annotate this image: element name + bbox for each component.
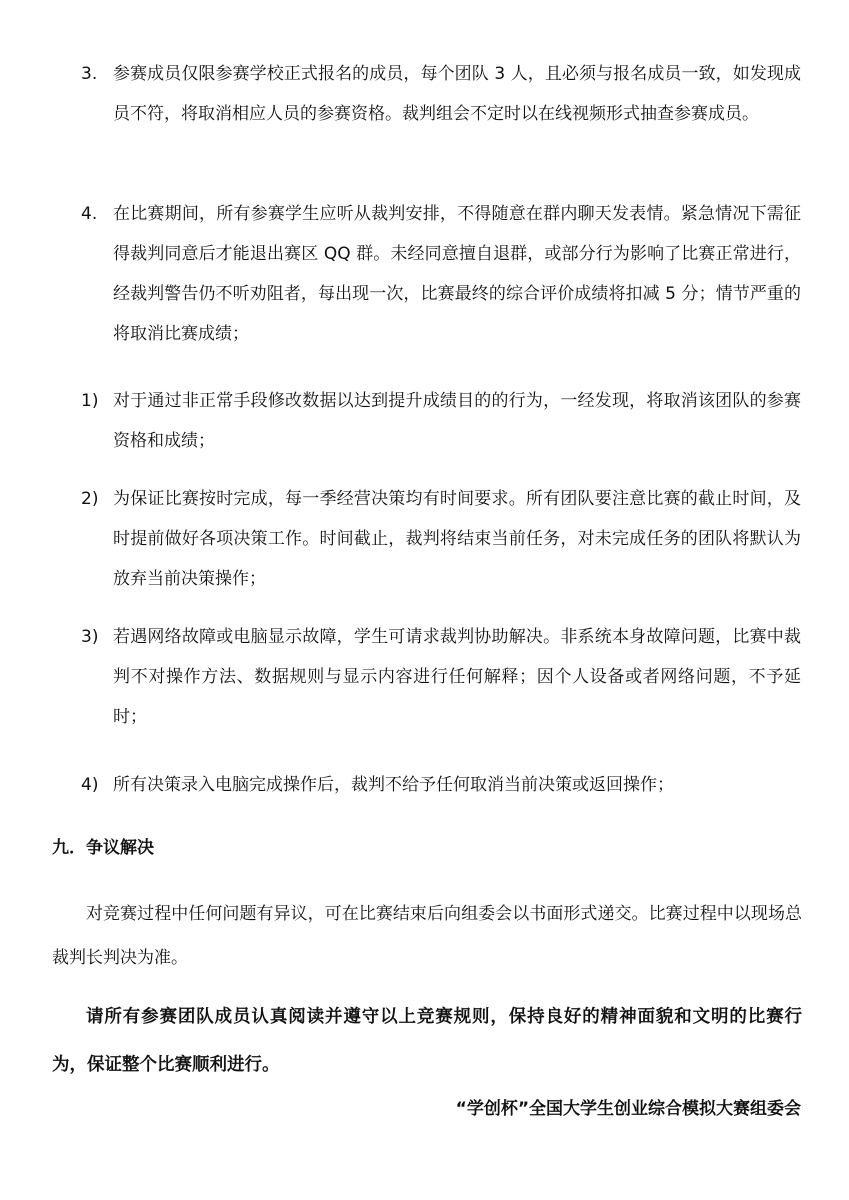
rule-text: 参赛成员仅限参赛学校正式报名的成员，每个团队 3 人，且必须与报名成员一致，如发现成员不符，将取消相应人员的参赛资格。裁判组会不定时以在线视频形式抽查参赛成员。	[113, 64, 801, 124]
closing-statement: 请所有参赛团队成员认真阅读并遵守以上竞赛规则，保持良好的精神面貌和文明的比赛行为，保证整个比赛顺利进行。	[52, 1007, 802, 1075]
rule-number: 4.	[81, 204, 98, 224]
section-heading-dispute-resolution: 九．争议解决	[52, 838, 154, 858]
sub-rule-number: 1)	[81, 391, 99, 411]
rule-item-4	[81, 194, 801, 354]
sub-rule-text: 若遇网络故障或电脑显示故障，学生可请求裁判协助解决。非系统本身故障问题，比赛中裁判不对操作方法、数据规则与显示内容进行任何解释；因个人设备或者网络问题，不予延时；	[113, 627, 801, 727]
sub-rule-number: 4)	[81, 775, 99, 795]
sub-rule-item-2	[81, 479, 801, 599]
sub-rule-text: 为保证比赛按时完成，每一季经营决策均有时间要求。所有团队要注意比赛的截止时间，及时提前做好各项决策工作。时间截止，裁判将结束当前任务，对未完成任务的团队将默认为放弃当前决策操作；	[113, 489, 801, 589]
rule-item-3	[81, 54, 801, 134]
sub-rule-item-1	[81, 381, 801, 461]
sub-rule-number: 3)	[81, 627, 99, 647]
rule-number: 3.	[81, 64, 98, 84]
dispute-paragraph: 对竞赛过程中任何问题有异议，可在比赛结束后向组委会以书面形式递交。比赛过程中以现场总裁判长判决为准。	[52, 904, 802, 968]
sub-rule-number: 2)	[81, 489, 99, 509]
sub-rule-text: 对于通过非正常手段修改数据以达到提升成绩目的的行为，一经发现，将取消该团队的参赛资格和成绩；	[113, 391, 801, 451]
rule-text: 在比赛期间，所有参赛学生应听从裁判安排，不得随意在群内聊天发表情。紧急情况下需征得裁判同意后才能退出赛区 QQ 群。未经同意擅自退群，或部分行为影响了比赛正常进行，经裁判警告仍不听劝阻者，每出现一次，比赛最终的综合评价成绩将扣减 5 分；情节严重的将取消比赛成绩；	[113, 204, 801, 344]
sub-rule-item-3	[81, 617, 801, 737]
sub-rule-text: 所有决策录入电脑完成操作后，裁判不给予任何取消当前决策或返回操作；	[113, 775, 674, 795]
sub-rule-item-4	[81, 765, 801, 805]
organizer-signature: “学创杯”全国大学生创业综合模拟大赛组委会	[455, 1099, 801, 1119]
